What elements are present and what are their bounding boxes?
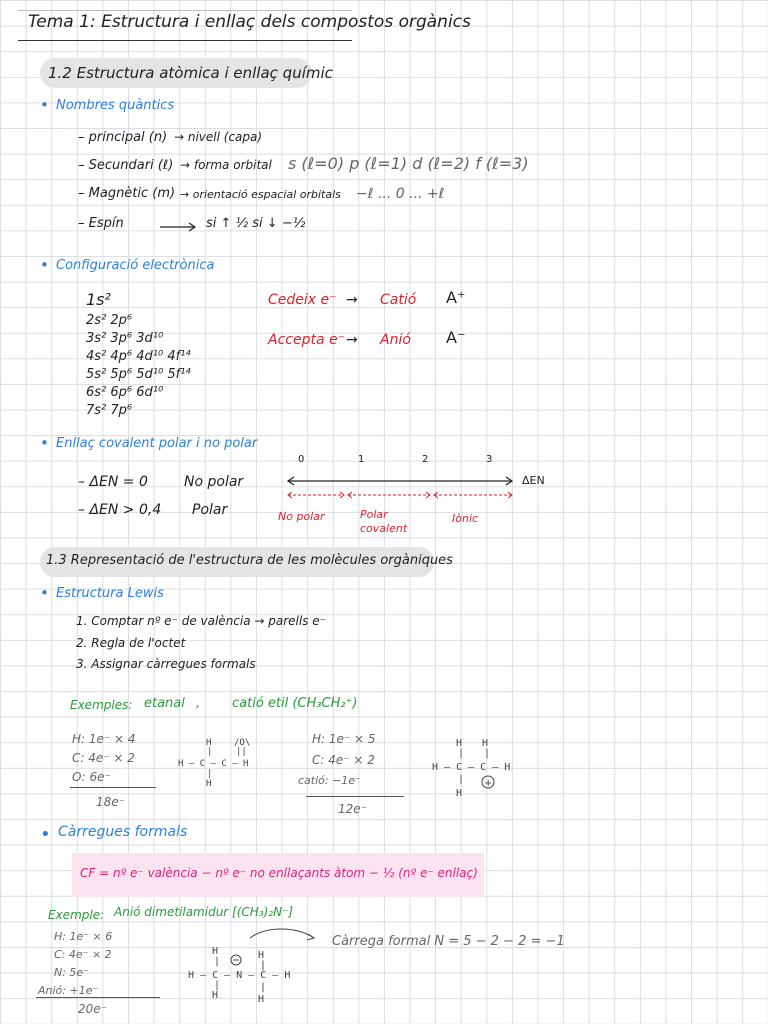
axis-tick-0: 0 bbox=[298, 454, 305, 465]
accepta-result: Anió bbox=[380, 332, 411, 348]
config-row-4: 4s² 4p⁶ 4d¹⁰ 4f¹⁴ bbox=[86, 349, 191, 364]
quantum-magnetic-arrow: → orientació espacial orbitals bbox=[180, 188, 341, 201]
anion-symbol: A⁻ bbox=[446, 328, 466, 347]
quantum-principal-arrow: → nivell (capa) bbox=[174, 130, 263, 144]
svg-text:|: | bbox=[207, 769, 213, 779]
quantum-secundari-arrow: → forma orbital bbox=[180, 158, 272, 172]
lewis-step-3: 3. Assignar càrregues formals bbox=[76, 657, 256, 671]
exemple-etil: catió etil (CH₃CH₂⁺) bbox=[232, 696, 358, 711]
region-ionic: Iònic bbox=[452, 512, 479, 525]
svg-text:H: H bbox=[212, 946, 219, 957]
svg-text:|: | bbox=[214, 956, 221, 967]
cedeix-text: Cedeix e⁻ bbox=[268, 292, 337, 308]
lewis-step-1: 1. Comptar nº e⁻ de valència → parells e⁻ bbox=[76, 614, 327, 628]
etanal-count-c: C: 4e⁻ × 2 bbox=[72, 751, 135, 765]
bullet-icon: • bbox=[40, 96, 49, 114]
etil-total: 12e⁻ bbox=[338, 802, 367, 816]
config-row-2: 2s² 2p⁶ bbox=[86, 313, 133, 328]
dimetilamidur-structure bbox=[186, 922, 310, 1010]
quantum-espin-values: si ↑ ½ si ↓ −½ bbox=[206, 216, 306, 231]
bond-heading: Enllaç covalent polar i no polar bbox=[56, 436, 258, 451]
cedeix-result: Catió bbox=[380, 292, 417, 308]
formal-count-h: H: 1e⁻ × 6 bbox=[54, 930, 113, 943]
config-heading: Configuració electrònica bbox=[56, 258, 215, 273]
config-row-1: 1s² bbox=[86, 290, 111, 309]
quantum-magnetic: – Magnètic (m) bbox=[78, 186, 176, 201]
quantum-secundari: – Secundari (ℓ) bbox=[78, 158, 174, 173]
formal-exemple-label: Exemple: bbox=[48, 908, 105, 922]
cedeix-arrow-icon: → bbox=[346, 292, 358, 308]
svg-text:|: | bbox=[260, 982, 267, 993]
svg-text:H: H bbox=[456, 788, 463, 799]
section-title-1-3: 1.3 Representació de l'estructura de les molècules orgàniques bbox=[46, 553, 453, 568]
svg-text:H: H bbox=[206, 738, 212, 748]
etanal-total: 18e⁻ bbox=[96, 795, 125, 809]
quantum-principal: – principal (n) bbox=[78, 130, 168, 145]
etil-count-cation: catió: −1e⁻ bbox=[298, 774, 361, 787]
svg-text:H – C – C – H: H – C – C – H bbox=[432, 762, 511, 773]
axis-tick-3: 3 bbox=[486, 454, 493, 465]
svg-text:|: | bbox=[207, 747, 213, 757]
svg-text:/O\: /O\ bbox=[234, 738, 251, 748]
svg-text:H: H bbox=[456, 738, 463, 749]
svg-text:H: H bbox=[212, 990, 219, 1001]
quantum-magnetic-values: −ℓ ... 0 ... +ℓ bbox=[356, 186, 445, 202]
cedeix-label bbox=[268, 292, 337, 308]
formal-result: Càrrega formal N = 5 − 2 − 2 = −1 bbox=[332, 934, 565, 949]
config-row-5: 5s² 5p⁶ 5d¹⁰ 5f¹⁴ bbox=[86, 367, 191, 382]
accepta-text: Accepta e⁻ bbox=[268, 332, 345, 348]
formal-formula: CF = nº e⁻ valència − nº e⁻ no enllaçants àtom − ½ (nº e⁻ enllaç) bbox=[80, 866, 478, 880]
title-underline bbox=[18, 40, 352, 41]
etanal-structure bbox=[176, 736, 268, 792]
espin-arrow-icon bbox=[160, 222, 198, 232]
axis-tick-2: 2 bbox=[422, 454, 429, 465]
quantum-espin: – Espín bbox=[78, 216, 124, 231]
bond-line-1: – ΔEN = 0 bbox=[78, 474, 148, 490]
bullet-icon: • bbox=[40, 584, 49, 602]
accepta-arrow-icon: → bbox=[346, 332, 358, 348]
etil-count-c: C: 4e⁻ × 2 bbox=[312, 753, 375, 767]
bullet-icon: • bbox=[40, 434, 49, 452]
bullet-icon: • bbox=[40, 824, 51, 845]
config-row-3: 3s² 3p⁶ 3d¹⁰ bbox=[86, 331, 164, 346]
exemple-separator: , bbox=[196, 696, 201, 711]
svg-text:H – C – N – C – H: H – C – N – C – H bbox=[188, 970, 291, 981]
svg-text:|: | bbox=[458, 774, 465, 785]
svg-text:||: || bbox=[236, 747, 247, 757]
etil-structure bbox=[430, 736, 526, 802]
svg-text:|: | bbox=[260, 960, 267, 971]
formal-sum-line bbox=[36, 997, 160, 998]
formal-heading: Càrregues formals bbox=[58, 824, 188, 840]
lewis-step-2: 2. Regla de l'octet bbox=[76, 636, 186, 650]
etanal-sum-line bbox=[70, 787, 156, 788]
bullet-icon: • bbox=[40, 256, 49, 274]
svg-text:|: | bbox=[458, 748, 465, 759]
svg-text:|: | bbox=[214, 980, 221, 991]
bond-line-2: – ΔEN > 0,4 bbox=[78, 502, 162, 518]
svg-text:H: H bbox=[258, 994, 265, 1005]
svg-text:H: H bbox=[482, 738, 489, 749]
bond-line-1-label: No polar bbox=[184, 474, 244, 490]
etil-sum-line bbox=[306, 796, 404, 797]
config-row-7: 7s² 7p⁶ bbox=[86, 403, 133, 418]
etil-count-h: H: 1e⁻ × 5 bbox=[312, 732, 376, 746]
page-title: Tema 1: Estructura i enllaç dels compostos orgànics bbox=[28, 12, 471, 32]
axis-tick-1: 1 bbox=[358, 454, 365, 465]
region-nopolar: No polar bbox=[278, 510, 325, 523]
formal-total: 20e⁻ bbox=[78, 1002, 107, 1016]
formal-count-n: N: 5e⁻ bbox=[54, 966, 90, 979]
bond-line-2-label: Polar bbox=[192, 502, 228, 518]
svg-text:+: + bbox=[484, 778, 493, 789]
formal-exemple-text: Anió dimetilamidur [(CH₃)₂N⁻] bbox=[114, 905, 294, 919]
lewis-heading: Estructura Lewis bbox=[56, 586, 164, 601]
quantum-secundari-values: s (ℓ=0) p (ℓ=1) d (ℓ=2) f (ℓ=3) bbox=[288, 154, 529, 173]
den-axis-label: ΔEN bbox=[522, 474, 545, 487]
formal-count-anio: Anió: +1e⁻ bbox=[38, 984, 99, 997]
etanal-count-o: O: 6e⁻ bbox=[72, 770, 111, 784]
exemple-etanal: etanal bbox=[144, 696, 185, 711]
svg-text:H: H bbox=[258, 950, 265, 961]
exemples-label: Exemples: bbox=[70, 698, 133, 712]
region-polar-2: covalent bbox=[360, 522, 408, 535]
etanal-count-h: H: 1e⁻ × 4 bbox=[72, 732, 136, 746]
svg-text:H – C – C – H: H – C – C – H bbox=[178, 759, 249, 769]
region-polar-1: Polar bbox=[360, 508, 388, 521]
quantum-heading: Nombres quàntics bbox=[56, 98, 175, 113]
den-axis bbox=[284, 475, 520, 505]
svg-text:H: H bbox=[206, 779, 212, 789]
svg-text:|: | bbox=[484, 748, 491, 759]
cation-symbol: A⁺ bbox=[446, 288, 466, 307]
section-title-1-2: 1.2 Estructura atòmica i enllaç químic bbox=[48, 64, 333, 82]
formal-count-c: C: 4e⁻ × 2 bbox=[54, 948, 112, 961]
config-row-6: 6s² 6p⁶ 6d¹⁰ bbox=[86, 385, 164, 400]
